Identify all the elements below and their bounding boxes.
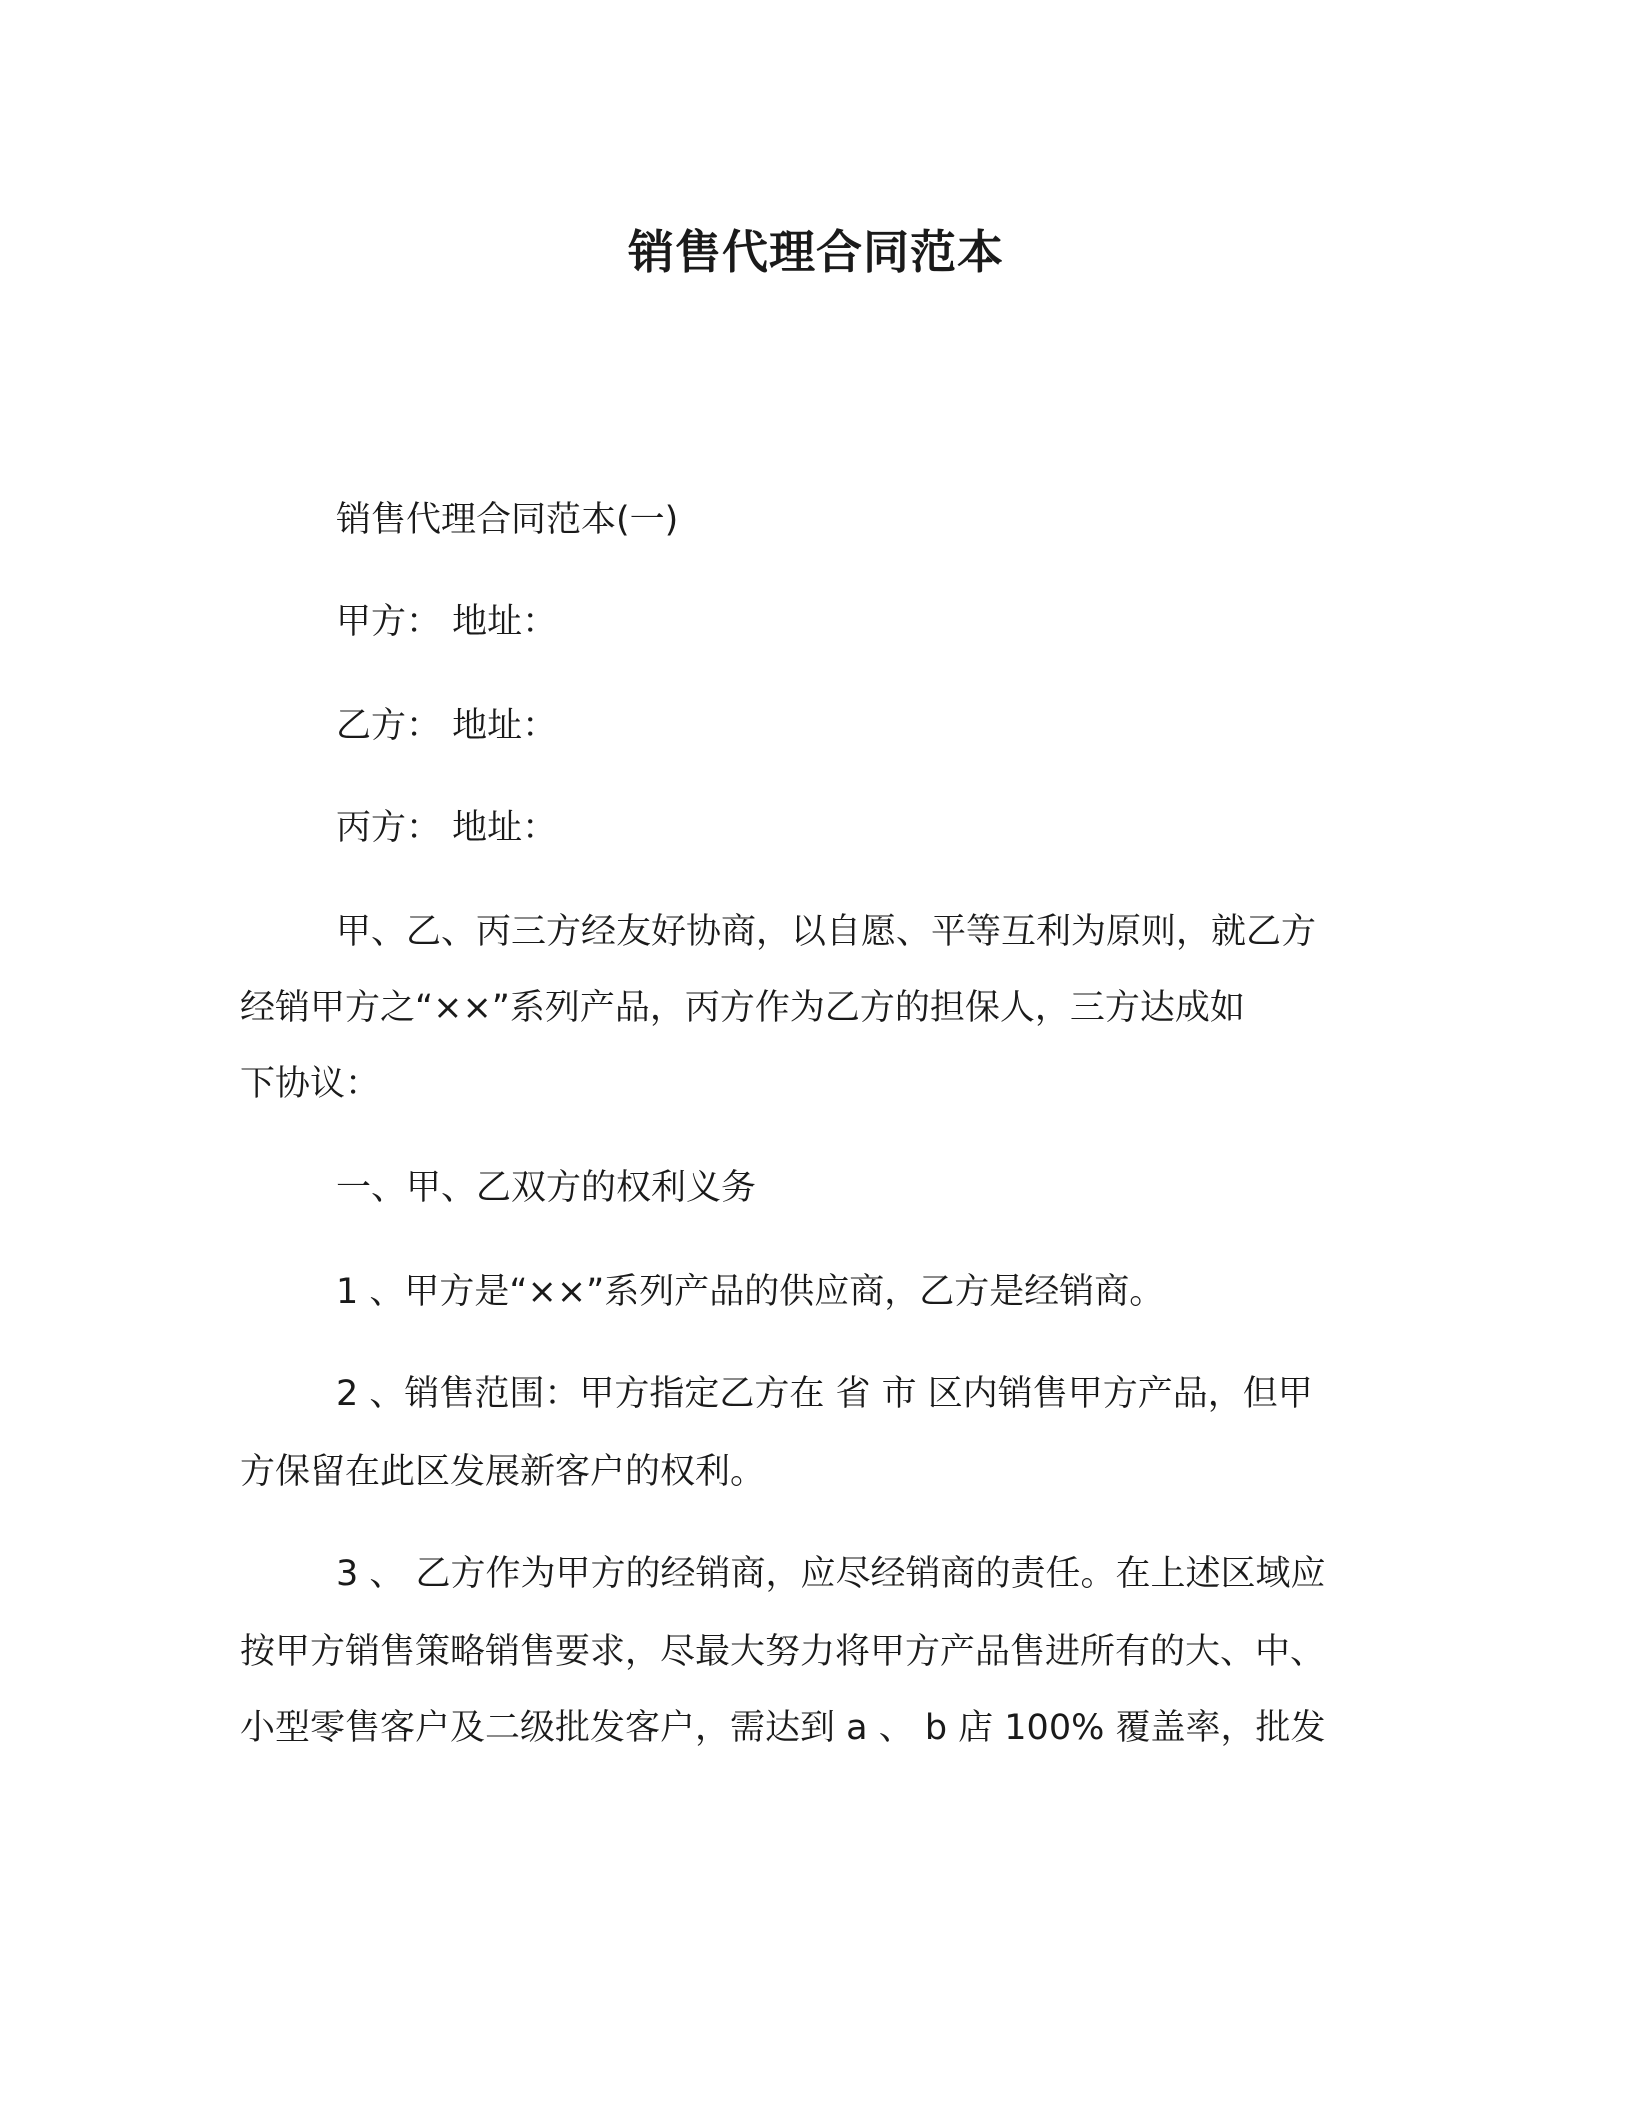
contract-subtitle: 销售代理合同范本(一) <box>336 500 679 540</box>
document-title: 销售代理合同范本 <box>628 225 1004 279</box>
party-a-line: 甲方： 地址： <box>336 602 558 642</box>
preamble-line: 甲、乙、丙三方经友好协商，以自愿、平等互利为原则，就乙方 <box>336 912 1317 952</box>
clause-3-line: 按甲方销售策略销售要求，尽最大努力将甲方产品售进所有的大、中、 <box>240 1632 1326 1672</box>
party-c-line: 丙方： 地址： <box>336 808 558 848</box>
clause-2-line: 2 、销售范围：甲方指定乙方在 省 市 区内销售甲方产品，但甲 <box>336 1374 1313 1414</box>
clause-3-line: 小型零售客户及二级批发客户，需达到 a 、 b 店 100% 覆盖率，批发 <box>240 1708 1326 1748</box>
party-b-line: 乙方： 地址： <box>336 706 558 746</box>
preamble-line: 下协议： <box>240 1064 381 1104</box>
clause-3-line: 3 、 乙方作为甲方的经销商，应尽经销商的责任。在上述区域应 <box>336 1554 1326 1594</box>
preamble-line: 经销甲方之“××”系列产品，丙方作为乙方的担保人，三方达成如 <box>240 988 1245 1028</box>
section-heading: 一、甲、乙双方的权利义务 <box>336 1168 757 1208</box>
clause-1-line: 1 、甲方是“××”系列产品的供应商，乙方是经销商。 <box>336 1272 1165 1312</box>
clause-2-line: 方保留在此区发展新客户的权利。 <box>240 1452 766 1492</box>
